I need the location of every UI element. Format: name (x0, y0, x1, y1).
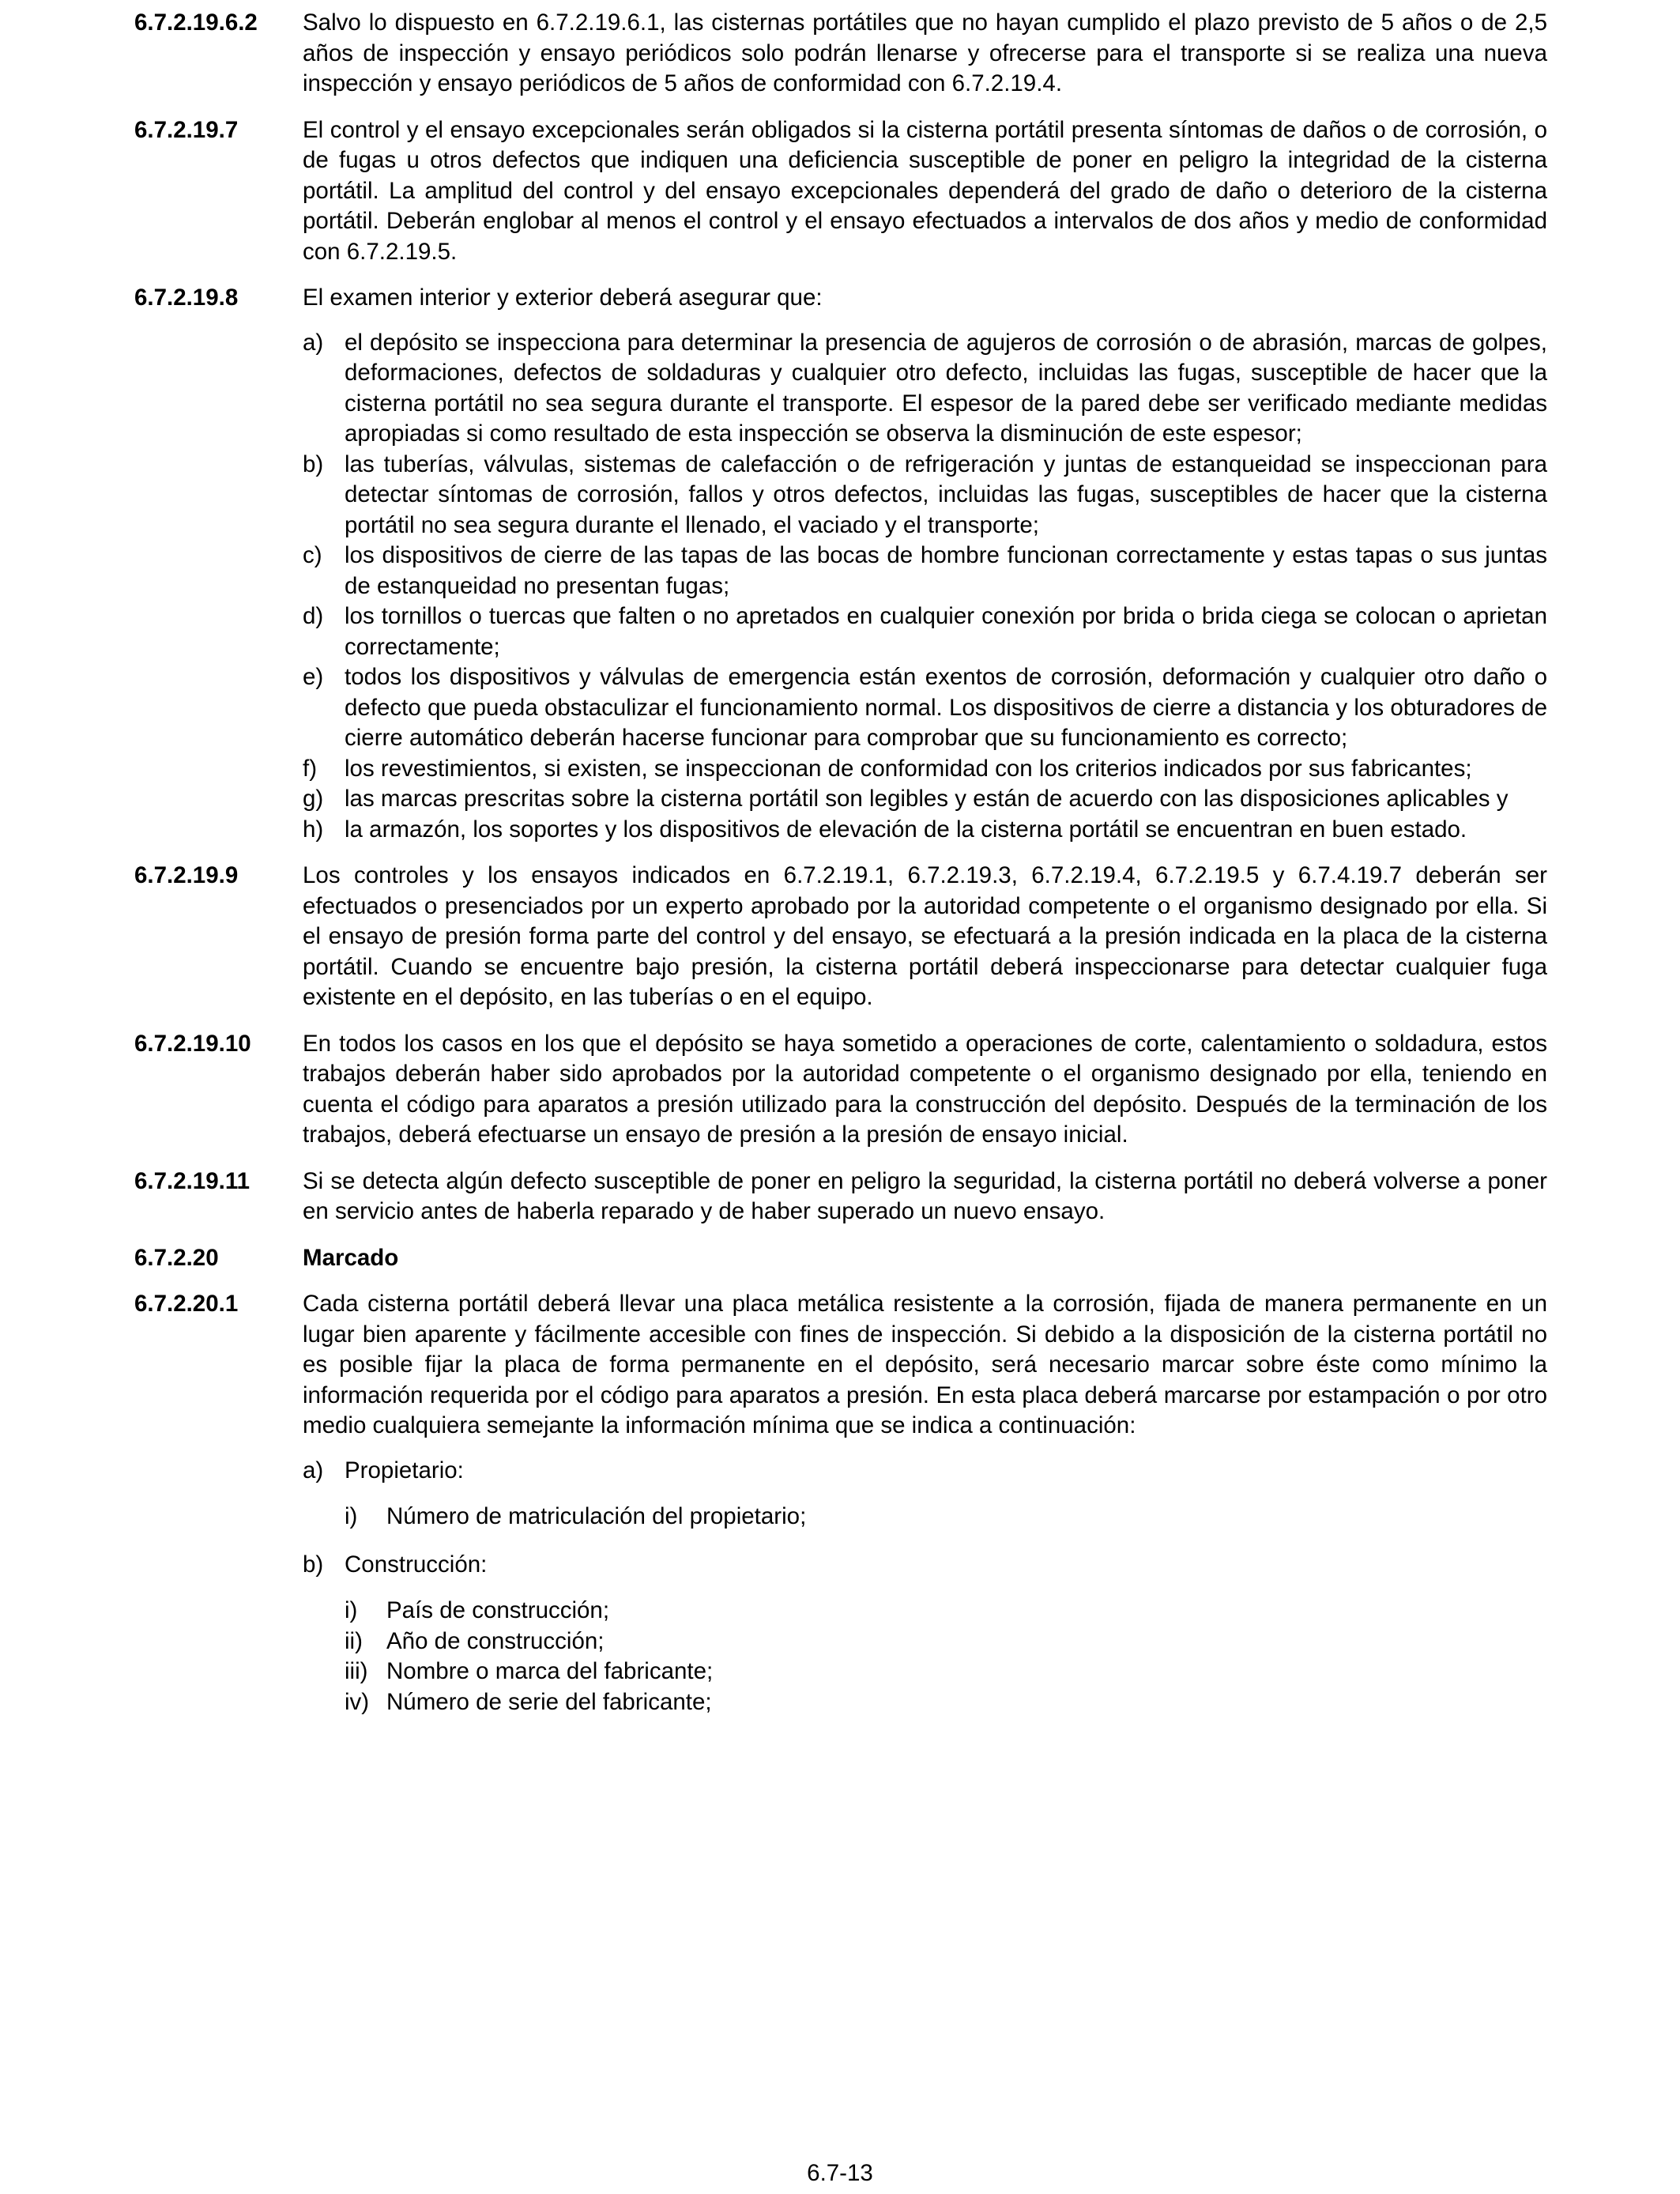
sub-list (345, 1596, 1547, 1717)
list-item (303, 754, 1547, 785)
list-item-text: todos los dispositivos y válvulas de emergencia están exentos de corrosión, deformación y cualquier otro daño o defecto que pueda obstaculizar el funcionamiento normal. Los dispositivos de cierre a distancia y los obturadores de cierre automático deberán hacerse funcionar para comprobar que su funcionamiento es correcto; (345, 664, 1547, 751)
list-item-text: los dispositivos de cierre de las tapas de las bocas de hombre funcionan correctamente y estas tapas o sus juntas de estanqueidad no presentan fugas; (345, 542, 1547, 599)
section-text: Cada cisterna portátil deberá llevar una placa metálica resistente a la corrosión, fijada de manera permanente en un lugar bien aparente y fácilmente accesible con fines de inspección. Si debido a la disposición de la cisterna portátil no es posible fijar la placa de forma permanente en el depósito, será necesario marcar sobre éste como mínimo la información requerida por el código para aparatos a presión. En esta placa deberá marcarse por estampación o por otro medio cualquiera semejante la información mínima que se indica a continuación: (303, 1291, 1547, 1438)
list-item-label: b) (303, 1551, 324, 1578)
list-item-label: d) (303, 603, 324, 629)
section-6-7-2-19-9 (134, 861, 1547, 1013)
sub-list-item-text: Nombre o marca del fabricante; (386, 1658, 714, 1684)
section-number: 6.7.2.19.9 (134, 862, 239, 888)
section-number: 6.7.2.19.6.2 (134, 9, 258, 36)
sub-list-item-text: Número de matriculación del propietario; (386, 1503, 807, 1529)
list-item (303, 815, 1547, 846)
list-item (303, 450, 1547, 541)
list-item-label: h) (303, 816, 324, 843)
list-item (303, 601, 1547, 662)
sub-list (345, 1502, 1547, 1532)
section-text: El examen interior y exterior deberá asegurar que: (303, 285, 823, 311)
sub-list-item-text: Año de construcción; (386, 1627, 605, 1654)
list-item-text: las tuberías, válvulas, sistemas de calefacción o de refrigeración y juntas de estanqueidad se inspeccionan para detectar síntomas de corrosión, fallos y otros defectos, incluidas las fugas, susceptibles de hacer que la cisterna portátil no sea segura durante el llenado, el vaciado y el transporte; (345, 450, 1547, 538)
section-number: 6.7.2.19.8 (134, 285, 239, 311)
list-item-label: c) (303, 542, 322, 568)
section-number: 6.7.2.20.1 (134, 1291, 239, 1317)
list-item-text: los tornillos o tuercas que falten o no apretados en cualquier conexión por brida o brida ciega se colocan o aprietan correctamente; (345, 603, 1547, 660)
section-number: 6.7.2.19.7 (134, 116, 239, 143)
list-item-text: la armazón, los soportes y los dispositivos de elevación de la cisterna portátil se encuentran en buen estado. (345, 816, 1467, 843)
sub-list-item-label: i) (345, 1597, 358, 1623)
sub-list-item-text: País de construcción; (386, 1597, 610, 1623)
sub-list-item (345, 1502, 1547, 1532)
list-item-text: el depósito se inspecciona para determinar la presencia de agujeros de corrosión o de abrasión, marcas de golpes, deformaciones, defectos de soldaduras y cualquier otro defecto, incluidas las fugas, susceptible de hacer que la cisterna portátil no sea segura durante el transporte. El espesor de la pared debe ser verificado mediante medidas apropiadas si como resultado de esta inspección se observa la disminución de este espesor; (345, 329, 1547, 447)
section-text: Salvo lo dispuesto en 6.7.2.19.6.1, las cisternas portátiles que no hayan cumplido el plazo previsto de 5 años o de 2,5 años de inspección y ensayo periódicos solo podrán llenarse y ofrecerse para el transporte si se realiza una nueva inspección y ensayo periódicos de 5 años de conformidad con 6.7.2.19.4. (303, 9, 1547, 96)
section-text: El control y el ensayo excepcionales serán obligados si la cisterna portátil presenta síntomas de daños o de corrosión, o de fugas u otros defectos que indiquen una deficiencia susceptible de poner en peligro la integridad de la cisterna portátil. La amplitud del control y del ensayo excepcionales dependerá del grado de daño o deterioro de la cisterna portátil. Deberán englobar al menos el control y el ensayo efectuados a intervalos de dos años y medio de conformidad con 6.7.2.19.5. (303, 116, 1547, 265)
list-item-label: a) (303, 1457, 324, 1483)
list-item (303, 541, 1547, 601)
section-6-7-2-19-6-2 (134, 8, 1547, 100)
sub-list-item-label: ii) (345, 1627, 363, 1654)
page-number: 6.7-13 (807, 2160, 873, 2186)
list-item-label: b) (303, 450, 324, 477)
list-item-label: e) (303, 664, 324, 690)
list-item (303, 1550, 1547, 1581)
sub-list-item-label: iii) (345, 1658, 368, 1684)
section-text: En todos los casos en los que el depósito se haya sometido a operaciones de corte, calentamiento o soldadura, estos trabajos deberán haber sido aprobados por la autoridad competente o el organismo designado por ella, teniendo en cuenta el código para aparatos a presión utilizado para la construcción del depósito. Después de la terminación de los trabajos, deberá efectuarse un ensayo de presión a la presión de ensayo inicial. (303, 1030, 1547, 1148)
section-number: 6.7.2.19.10 (134, 1030, 251, 1057)
list-item (303, 1456, 1547, 1487)
section-6-7-2-20 (134, 1243, 1547, 1274)
section-number: 6.7.2.19.11 (134, 1167, 250, 1194)
marking-list (303, 1456, 1547, 1718)
list-item-label: a) (303, 329, 324, 356)
list-item-text: Construcción: (345, 1551, 488, 1578)
sub-list-item (345, 1687, 1547, 1718)
section-number: 6.7.2.20 (134, 1244, 219, 1271)
list-item-label: g) (303, 786, 324, 812)
list-item-text: las marcas prescritas sobre la cisterna portátil son legibles y están de acuerdo con las disposiciones aplicables y (345, 786, 1509, 812)
sub-list-item-label: i) (345, 1503, 358, 1529)
section-6-7-2-20-1 (134, 1289, 1547, 1735)
sub-list-item (345, 1596, 1547, 1627)
list-item (303, 662, 1547, 754)
list-item-label: f) (303, 755, 318, 782)
section-6-7-2-19-11 (134, 1167, 1547, 1227)
list-item-text: Propietario: (345, 1457, 464, 1483)
sub-list-item-label: iv) (345, 1688, 370, 1715)
list-item (303, 328, 1547, 450)
sub-list-item-text: Número de serie del fabricante; (386, 1688, 712, 1715)
section-6-7-2-19-7 (134, 115, 1547, 268)
section-6-7-2-19-10 (134, 1029, 1547, 1151)
list-item (303, 784, 1547, 815)
sub-list-item (345, 1657, 1547, 1687)
section-6-7-2-19-8 (134, 283, 1547, 845)
section-text: Los controles y los ensayos indicados en 6.7.2.19.1, 6.7.2.19.3, 6.7.2.19.4, 6.7.2.19.5 y 6.7.4.19.7 deberán ser efectuados o presenciados por un experto aprobado por la autoridad competente o el organismo designado por ella. Si el ensayo de presión forma parte del control y del ensayo, se efectuará a la presión indicada en la placa de la cisterna portátil. Cuando se encuentre bajo presión, la cisterna portátil deberá inspeccionarse para detectar cualquier fuga existente en el depósito, en las tuberías o en el equipo. (303, 862, 1547, 1010)
section-text: Si se detecta algún defecto susceptible de poner en peligro la seguridad, la cisterna portátil no deberá volverse a poner en servicio antes de haberla reparado y de haber superado un nuevo ensayo. (303, 1167, 1547, 1224)
list-item-text: los revestimientos, si existen, se inspeccionan de conformidad con los criterios indicados por sus fabricantes; (345, 755, 1472, 782)
section-heading: Marcado (303, 1244, 399, 1271)
sub-list-item (345, 1627, 1547, 1657)
inspection-list (303, 328, 1547, 846)
document-page (134, 8, 1547, 1735)
